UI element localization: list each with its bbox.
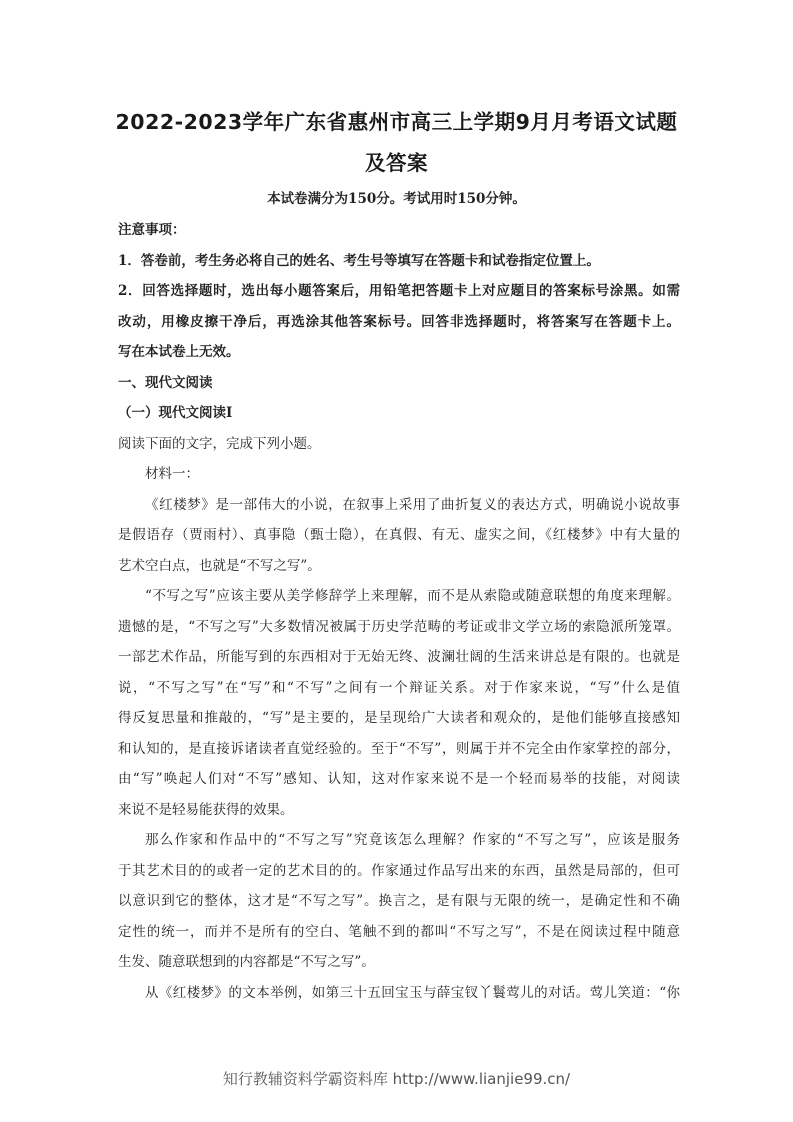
document-title-line-1: 2022-2023学年广东省惠州市高三上学期9月月考语文试题 xyxy=(115,110,678,134)
section-heading: 一、现代文阅读 xyxy=(118,374,213,391)
reading-instruction: 阅读下面的文字，完成下列小题。 xyxy=(118,435,321,452)
document-body xyxy=(118,215,680,1008)
paragraph-3-line: 定性的统一，而并不是所有的空白、笔触不到的都叫“不写之写”，不是在阅读过程中随意 xyxy=(118,923,680,940)
subsection-heading: （一）现代文阅读Ⅰ xyxy=(118,405,233,421)
notice-item-2-line-2: 改动，用橡皮擦干净后，再选涂其他答案标号。回答非选择题时，将答案写在答题卡上。 xyxy=(118,313,680,330)
paragraph-4-line: 从《红楼梦》的文本举例，如第三十五回宝玉与薛宝钗丫鬟莺儿的对话。莺儿笑道：“你 xyxy=(145,984,680,1001)
paragraph-2-line: “不写之写”应该主要从美学修辞学上来理解，而不是从索隐或随意联想的角度来理解。 xyxy=(145,588,680,604)
paragraph-2-line: 来说不是轻易能获得的效果。 xyxy=(118,801,294,818)
paragraph-3-line: 生发、随意联想到的内容都是“不写之写”。 xyxy=(118,954,375,970)
notice-item-2-line-3: 写在本试卷上无效。 xyxy=(118,344,240,360)
paragraph-2-line: 得反复思量和推敲的，“写”是主要的，是呈现给广大读者和观众的，是他们能够直接感知 xyxy=(118,710,680,726)
paragraph-3-line: 那么作家和作品中的“不写之写”究竟该怎么理解？作家的“不写之写”，应该是服务 xyxy=(145,832,680,848)
paragraph-1-line: 《红楼梦》是一部伟大的小说，在叙事上采用了曲折复义的表达方式，明确说小说故事 xyxy=(145,496,680,513)
document-title-line-2: 及答案 xyxy=(365,151,428,175)
paragraph-2-line: 由“写”唤起人们对“不写”感知、认知，这对作家来说不是一个轻而易举的技能，对阅读 xyxy=(118,771,680,787)
notice-item-2-line-1: 2．回答选择题时，选出每小题答案后，用铅笔把答题卡上对应题目的答案标号涂黑。如需 xyxy=(118,283,680,299)
paragraph-3-line: 以意识到它的整体，这才是“不写之写”。换言之，是有限与无限的统一，是确定性和不确 xyxy=(118,893,680,909)
exam-info: 本试卷满分为150分。考试用时150分钟。 xyxy=(267,191,526,207)
paragraph-1-line: 艺术空白点，也就是“不写之写”。 xyxy=(118,557,321,574)
paragraph-2-line: 说，“不写之写”在“写”和“不写”之间有一个辩证关系。对于作家来说，“写”什么是值 xyxy=(118,679,680,696)
paragraph-2-line: 一部艺术作品，所能写到的东西相对于无始无终、波澜壮阔的生活来讲总是有限的。也就是 xyxy=(118,649,680,665)
footer-watermark: 知行教辅资料学霸资料库 http://www.lianjie99.cn/ xyxy=(222,1070,571,1088)
paragraph-1-line: 是假语存（贾雨村）、真事隐（甄士隐），在真假、有无、虚实之间，《红楼梦》中有大量的 xyxy=(118,527,680,543)
material-label: 材料一： xyxy=(145,466,199,482)
paragraph-2-line: 遗憾的是，“不写之写”大多数情况被属于历史学范畴的考证或非文学立场的索隐派所笼罩。 xyxy=(118,618,680,635)
paragraph-3-line: 于其艺术目的的或者一定的艺术目的的。作家通过作品写出来的东西，虽然是局部的，但可 xyxy=(118,862,680,879)
paragraph-2-line: 和认知的，是直接诉诸读者直觉经验的。至于“不写”，则属于并不完全由作家掌控的部分， xyxy=(118,740,680,757)
notice-item-1: 1．答卷前，考生务必将自己的姓名、考生号等填写在答题卡和试卷指定位置上。 xyxy=(118,252,600,269)
notice-heading: 注意事项： xyxy=(118,222,186,238)
